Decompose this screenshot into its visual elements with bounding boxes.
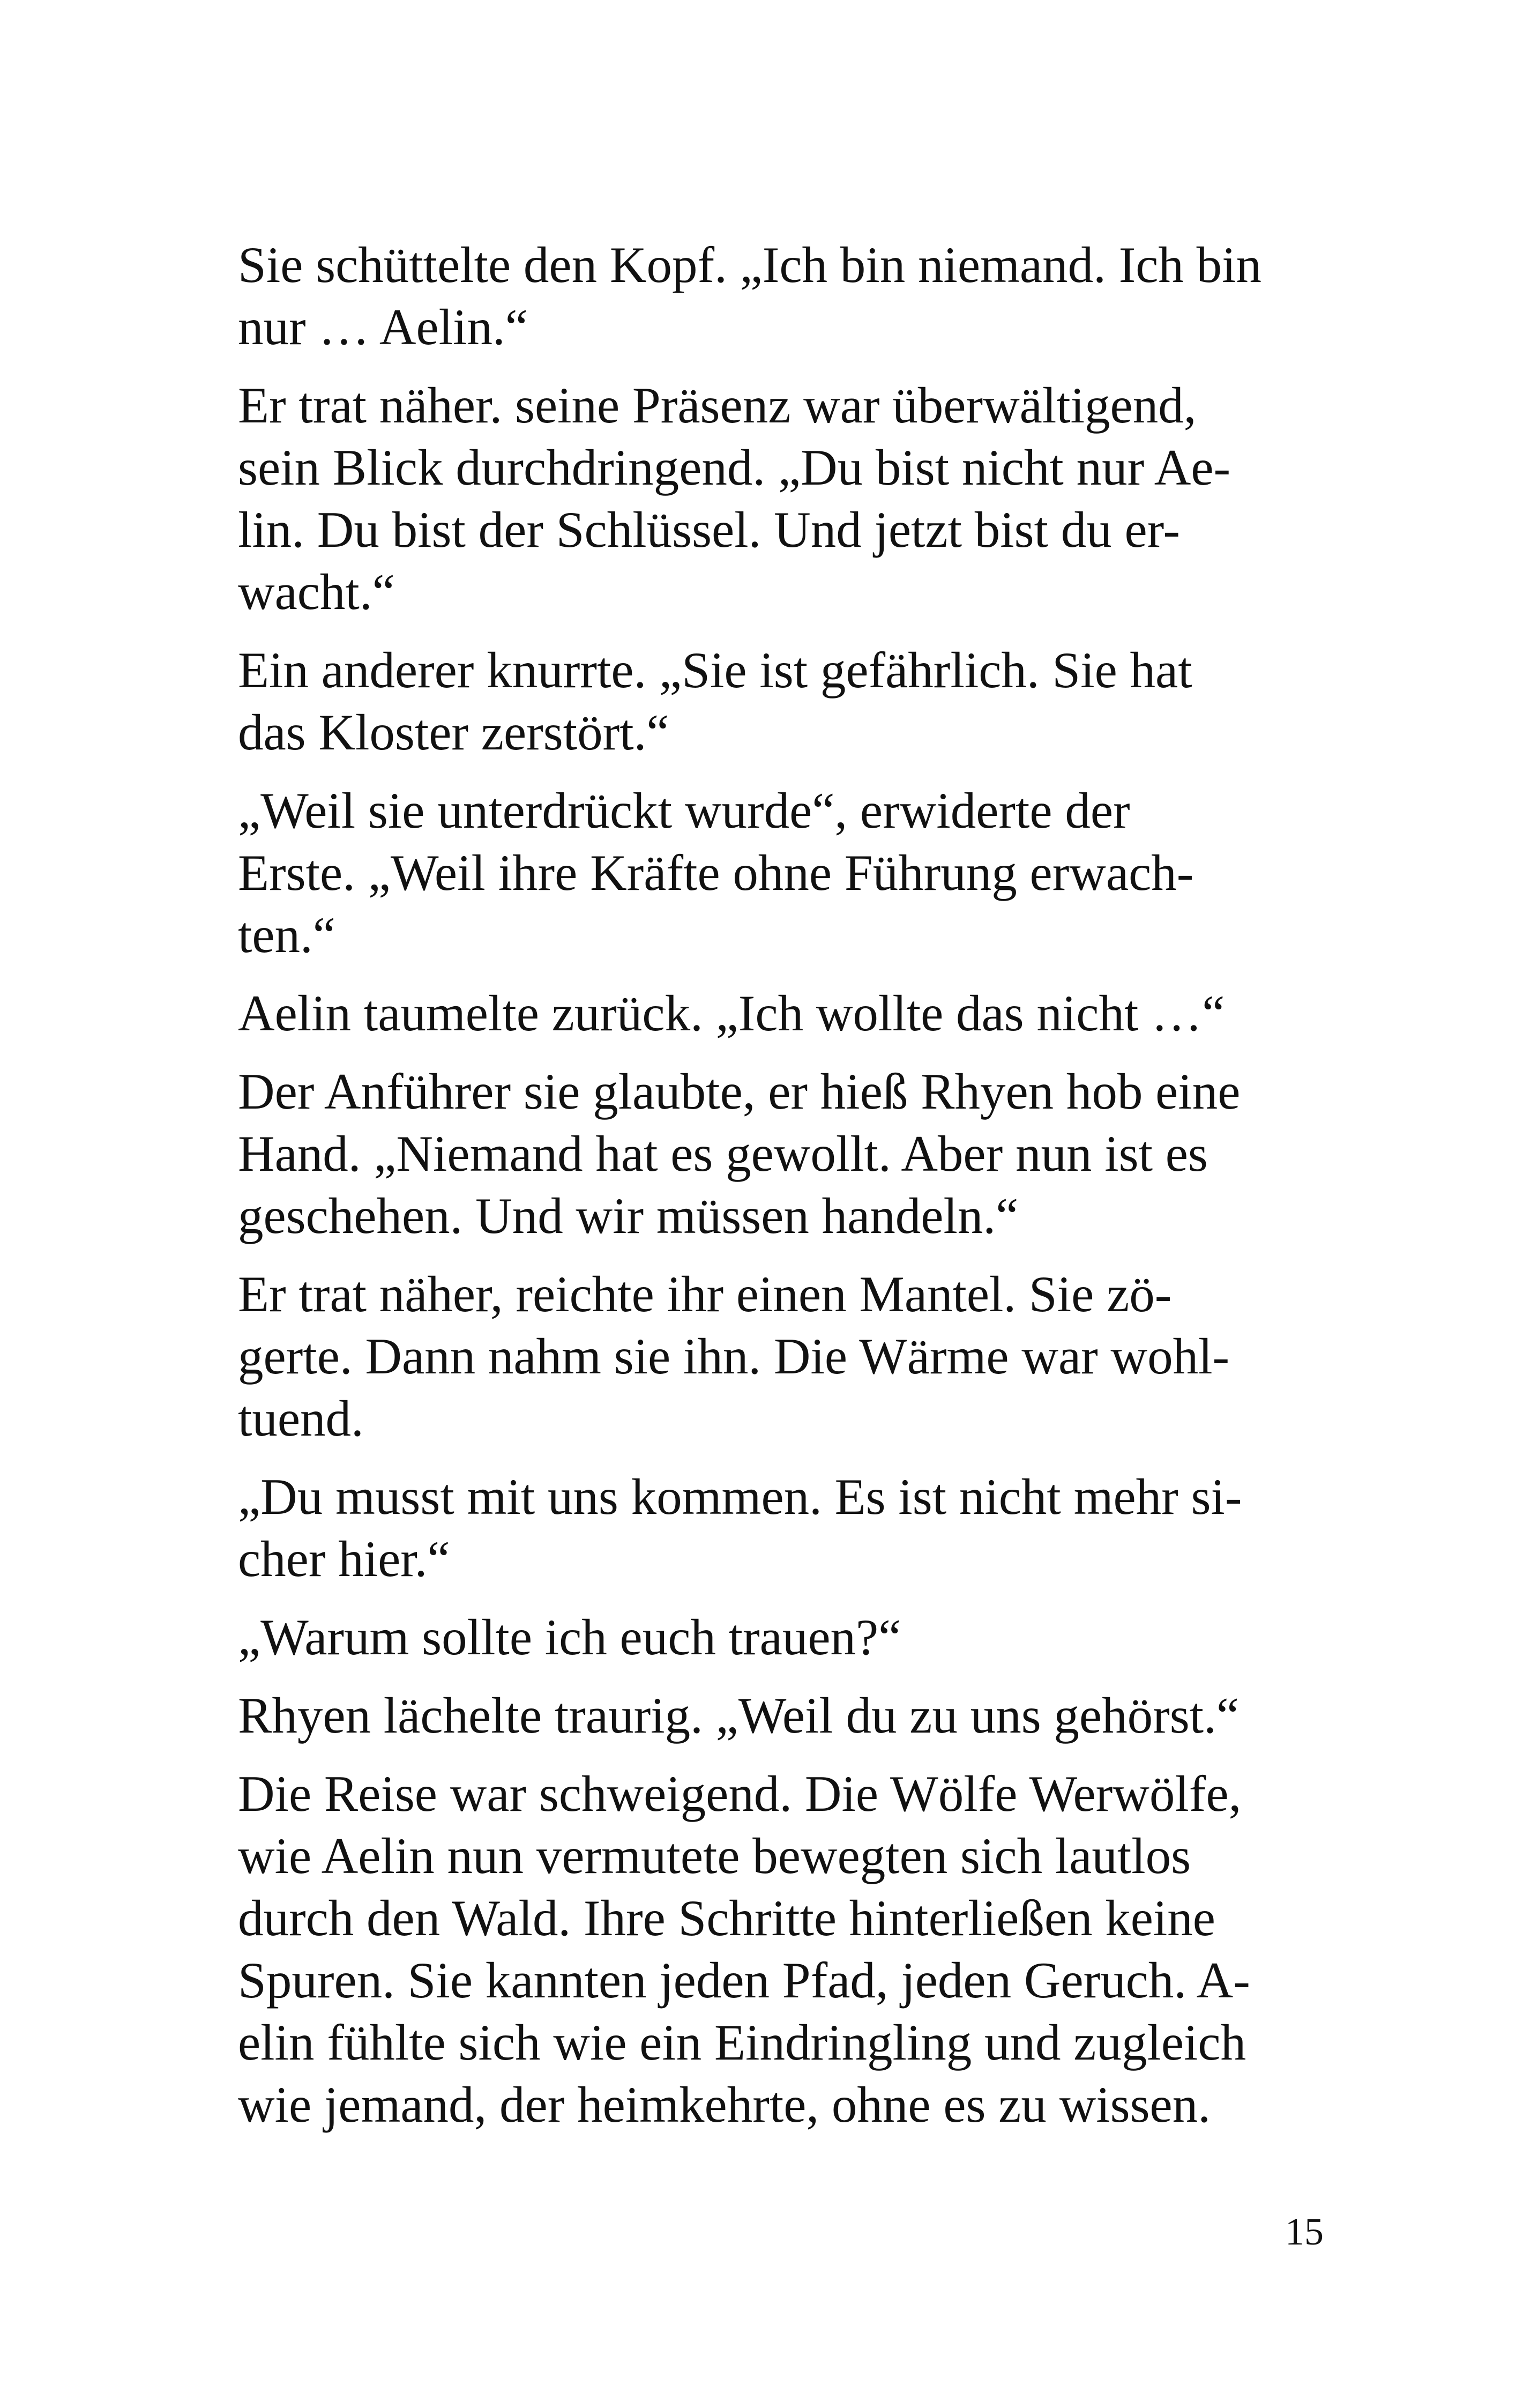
text-line: durch den Wald. Ihre Schritte hinterließen keine [238, 1890, 1215, 1946]
text-line: Der Anführer sie glaubte, er hieß Rhyen hob eine [238, 1063, 1241, 1120]
text-line: wie Aelin nun vermutete bewegten sich lautlos [238, 1827, 1191, 1884]
text-line: wacht.“ [238, 563, 395, 620]
text-line: Die Reise war schweigend. Die Wölfe Werwölfe, [238, 1765, 1242, 1822]
page-number: 15 [1285, 2210, 1324, 2253]
text-line: ten.“ [238, 906, 335, 963]
text-line: Aelin taumelte zurück. „Ich wollte das nicht …“ [238, 985, 1225, 1042]
text-line: sein Blick durchdringend. „Du bist nicht nur Ae- [238, 439, 1231, 496]
text-line: „Weil sie unterdrückt wurde“, erwiderte der [238, 782, 1130, 839]
paragraph [238, 1060, 1315, 1247]
text-line: Er trat näher, reichte ihr einen Mantel. Sie zö- [238, 1266, 1172, 1322]
text-line: Hand. „Niemand hat es gewollt. Aber nun ist es [238, 1125, 1208, 1182]
text-line: geschehen. Und wir müssen handeln.“ [238, 1187, 1019, 1244]
paragraph [238, 1684, 1315, 1746]
text-line: Ein anderer knurrte. „Sie ist gefährlich. Sie hat [238, 642, 1192, 698]
paragraph [238, 1763, 1315, 2136]
text-line: „Warum sollte ich euch trauen?“ [238, 1609, 901, 1666]
text-line: „Du musst mit uns kommen. Es ist nicht mehr si- [238, 1468, 1242, 1525]
paragraph [238, 1606, 1315, 1668]
text-line: Er trat näher. seine Präsenz war überwältigend, [238, 377, 1197, 434]
paragraph [238, 779, 1315, 966]
paragraph [238, 639, 1315, 763]
paragraph [238, 1466, 1315, 1590]
text-line: Spuren. Sie kannten jeden Pfad, jeden Geruch. A- [238, 1952, 1250, 2009]
paragraph [238, 982, 1315, 1044]
text-line: nur … Aelin.“ [238, 299, 528, 355]
paragraph [238, 1263, 1315, 1450]
body-text [238, 234, 1315, 2152]
text-line: elin fühlte sich wie ein Eindringling und zugleich [238, 2014, 1246, 2071]
text-line: lin. Du bist der Schlüssel. Und jetzt bist du er- [238, 501, 1181, 558]
text-line: Erste. „Weil ihre Kräfte ohne Führung erwach- [238, 844, 1194, 901]
text-line: das Kloster zerstört.“ [238, 704, 669, 761]
text-line: Rhyen lächelte traurig. „Weil du zu uns gehörst.“ [238, 1687, 1239, 1744]
text-line: Sie schüttelte den Kopf. „Ich bin niemand. Ich bin [238, 236, 1262, 293]
paragraph [238, 374, 1315, 623]
text-line: cher hier.“ [238, 1530, 450, 1587]
paragraph [238, 234, 1315, 358]
text-line: gerte. Dann nahm sie ihn. Die Wärme war wohl- [238, 1328, 1230, 1385]
text-line: wie jemand, der heimkehrte, ohne es zu wissen. [238, 2076, 1211, 2133]
text-line: tuend. [238, 1390, 364, 1447]
